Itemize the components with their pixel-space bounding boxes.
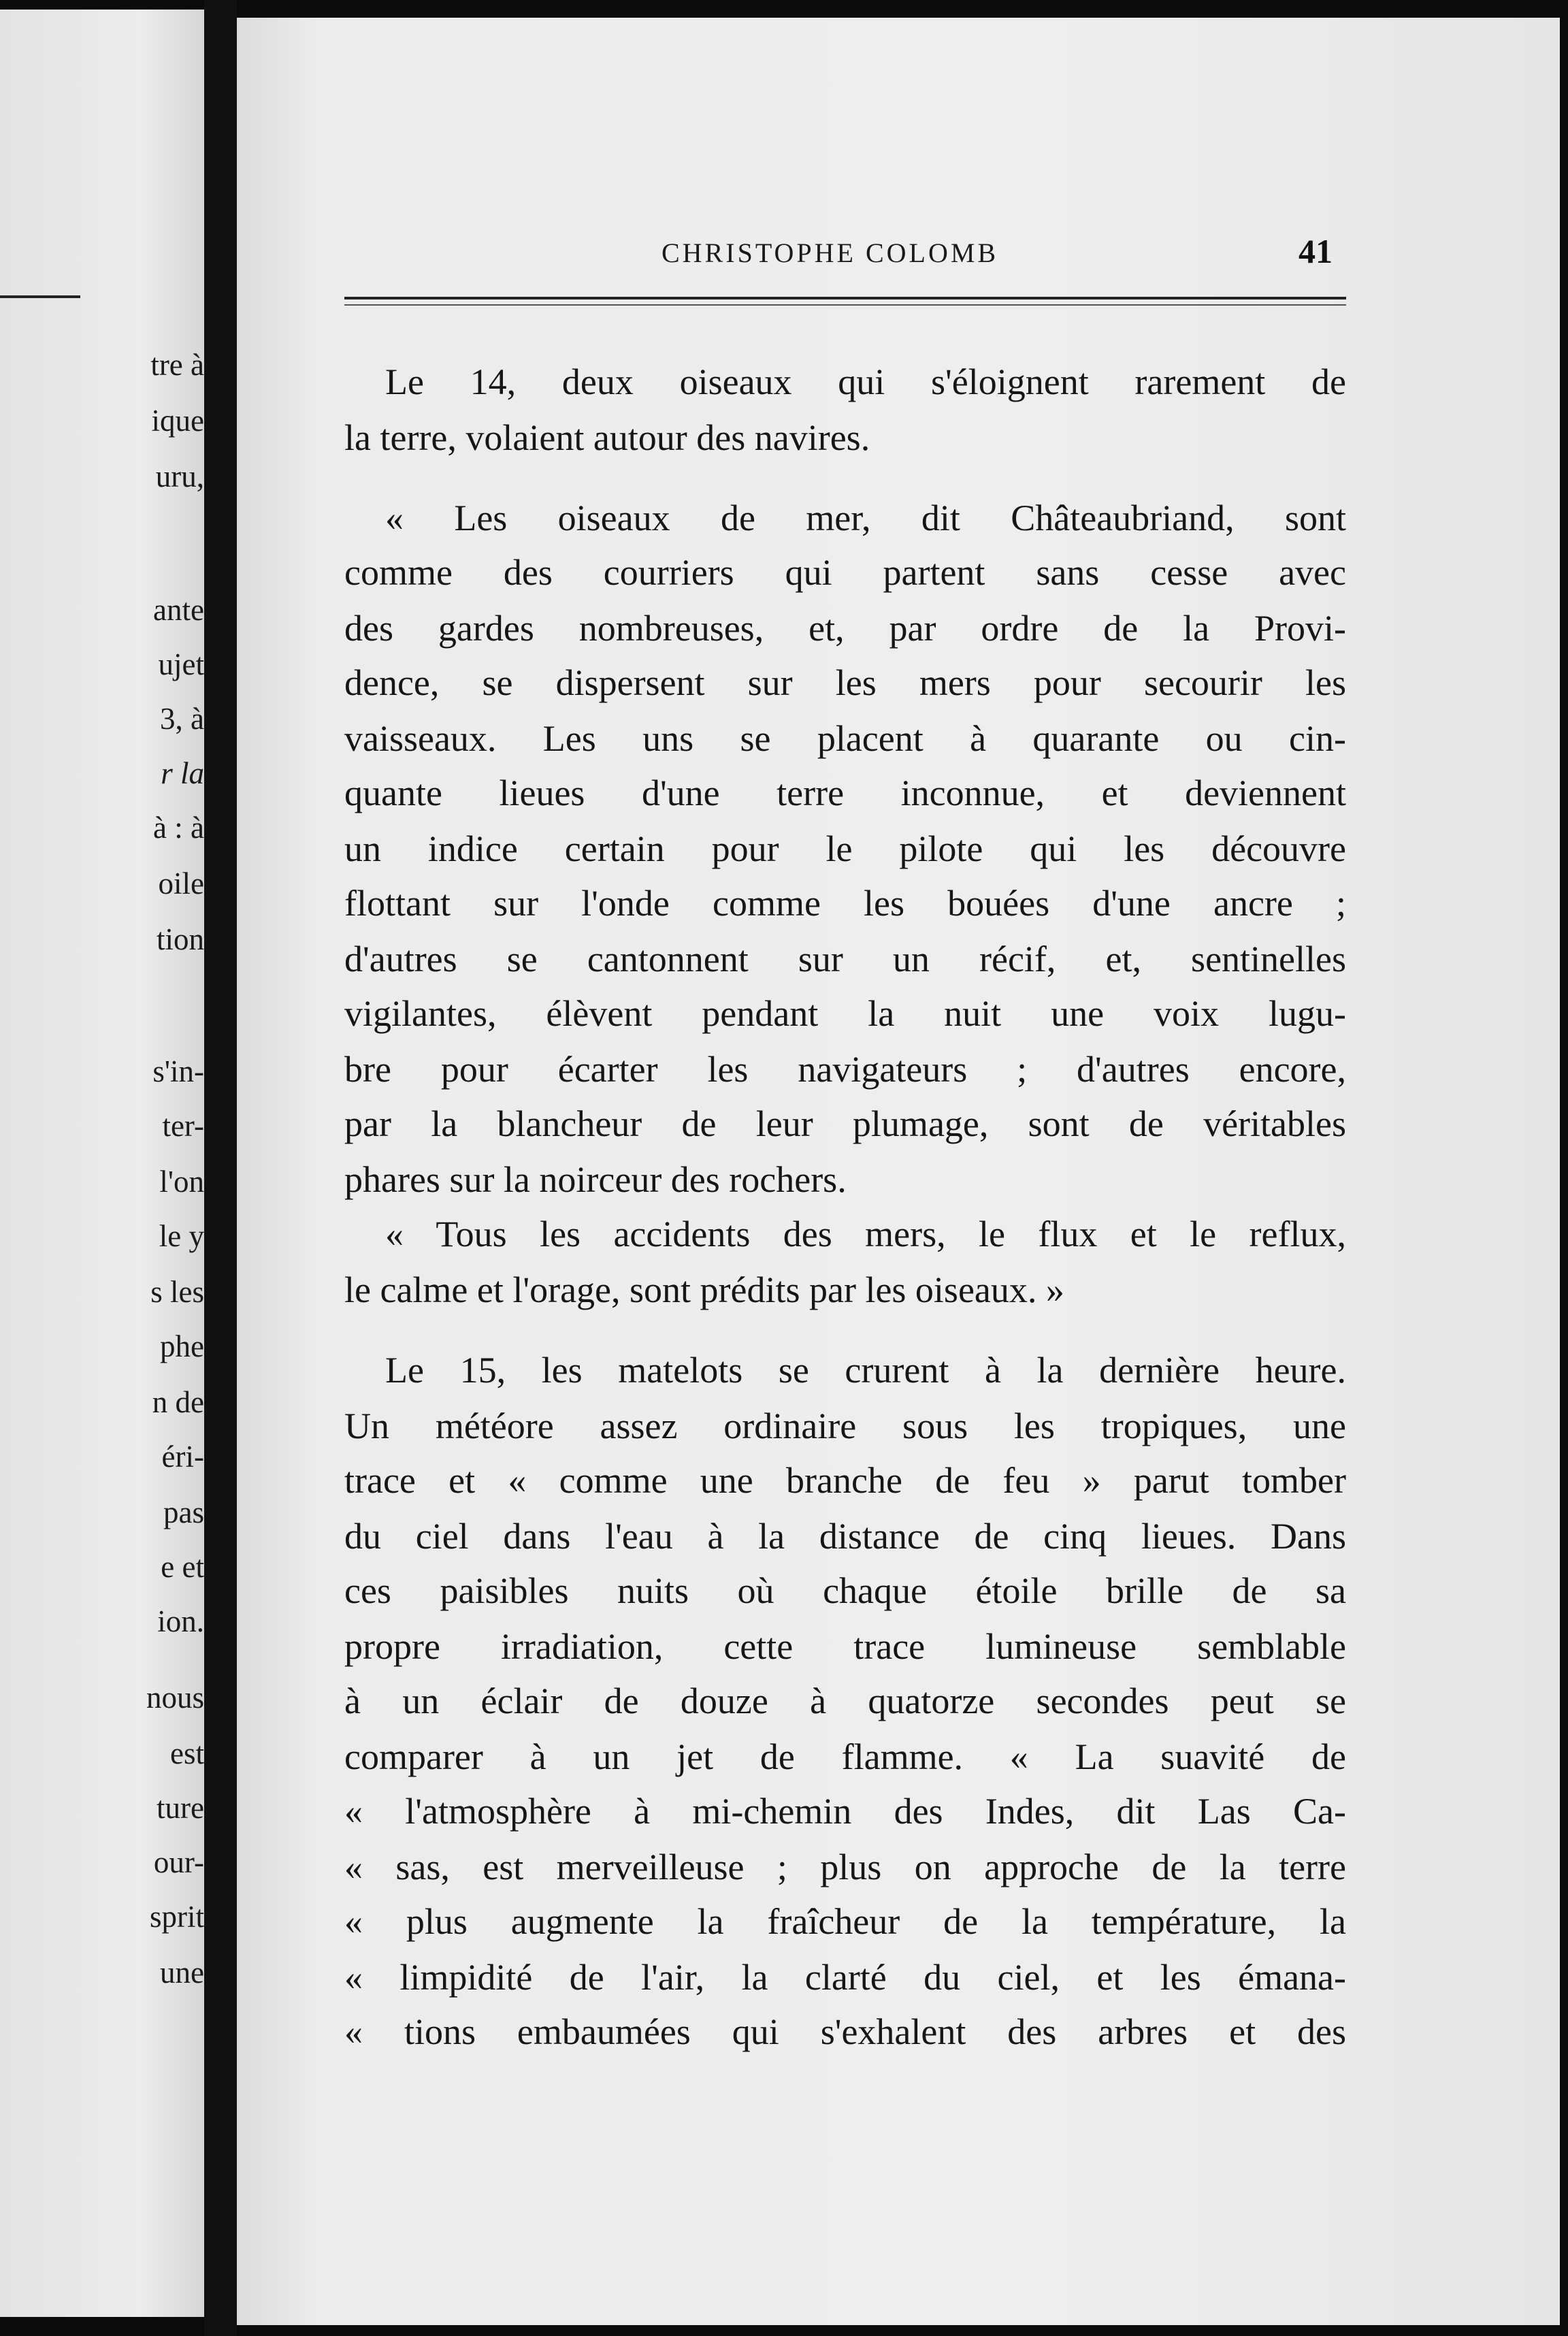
book-page xyxy=(237,18,1560,2325)
left-page-fragment: sprit xyxy=(149,1900,204,1934)
left-page-fragment: oile xyxy=(158,866,204,901)
text-line: phares sur la noirceur des rochers. xyxy=(344,1159,847,1200)
text-line: la terre, volaient autour des navires. xyxy=(344,417,870,458)
left-page-fragment: ion. xyxy=(157,1604,204,1638)
left-page-fragment: nous xyxy=(146,1681,204,1715)
text-line: « sas, est merveilleuse ; plus on approche de la terre xyxy=(344,1847,1346,1887)
book-gutter xyxy=(204,0,237,2336)
left-page-fragment: 3, à xyxy=(160,702,204,736)
left-page-fragment: phe xyxy=(160,1329,204,1363)
left-page-fragment: uru, xyxy=(155,459,204,493)
text-line: d'autres se cantonnent sur un récif, et, sentinelles xyxy=(344,939,1346,979)
text-line: ces paisibles nuits où chaque étoile brille de sa xyxy=(344,1570,1346,1611)
left-page-fragment: est xyxy=(170,1736,204,1770)
text-line: par la blancheur de leur plumage, sont de véritables xyxy=(344,1103,1346,1144)
text-line: « Tous les accidents des mers, le flux et le reflux, xyxy=(385,1214,1346,1254)
left-page-fragment: ique xyxy=(151,404,204,438)
text-line: « limpidité de l'air, la clarté du ciel, et les émana- xyxy=(344,1957,1346,1998)
left-page-fragment: n de xyxy=(152,1385,204,1419)
text-line: des gardes nombreuses, et, par ordre de la Provi- xyxy=(344,608,1346,649)
left-page-fragment: éri- xyxy=(161,1440,204,1474)
page-number: 41 xyxy=(1298,232,1333,270)
text-line: quante lieues d'une terre inconnue, et deviennent xyxy=(344,773,1346,813)
left-page-fragment: tion xyxy=(156,922,204,956)
text-line: un indice certain pour le pilote qui les découvre xyxy=(344,828,1346,869)
left-page-fragment: ter- xyxy=(162,1109,204,1143)
text-line: trace et « comme une branche de feu » parut tomber xyxy=(344,1460,1346,1501)
left-page-fragment: s'in- xyxy=(152,1054,204,1088)
text-line: « tions embaumées qui s'exhalent des arbres et des xyxy=(344,2011,1346,2052)
running-head: CHRISTOPHE COLOMB xyxy=(662,238,999,268)
left-page-fragment: s les xyxy=(150,1275,204,1309)
text-line: Le 14, deux oiseaux qui s'éloignent rarement de xyxy=(385,361,1346,402)
text-line: vaisseaux. Les uns se placent à quarante ou cin- xyxy=(344,718,1346,759)
text-line: comme des courriers qui partent sans cesse avec xyxy=(344,552,1346,593)
text-line: « l'atmosphère à mi-chemin des Indes, dit Las Ca- xyxy=(344,1791,1346,1832)
left-page-fragment: ante xyxy=(153,593,204,627)
text-line: dence, se dispersent sur les mers pour secourir les xyxy=(344,662,1346,703)
left-page-fragment: une xyxy=(160,1956,204,1990)
text-line: du ciel dans l'eau à la distance de cinq lieues. Dans xyxy=(344,1516,1346,1557)
text-line: propre irradiation, cette trace lumineuse semblable xyxy=(344,1626,1346,1667)
text-line: « Les oiseaux de mer, dit Châteaubriand, sont xyxy=(385,498,1346,538)
left-page-fragment: à : à xyxy=(153,811,204,845)
text-line: comparer à un jet de flamme. « La suavité de xyxy=(344,1736,1346,1777)
text-line: vigilantes, élèvent pendant la nuit une voix lugu- xyxy=(344,993,1346,1034)
text-line: le calme et l'orage, sont prédits par les oiseaux. » xyxy=(344,1269,1064,1310)
left-page-fragment: tre à xyxy=(150,348,204,382)
text-line: flottant sur l'onde comme les bouées d'une ancre ; xyxy=(344,883,1346,924)
left-page-fragment: ujet xyxy=(158,647,204,681)
left-page-fragment: pas xyxy=(163,1495,204,1529)
left-page-fragment: our- xyxy=(153,1845,204,1879)
left-page xyxy=(0,10,204,2317)
text-line: Le 15, les matelots se crurent à la dernière heure. xyxy=(385,1350,1346,1391)
left-page-fragment: e et xyxy=(161,1550,204,1584)
header-rule xyxy=(344,297,1346,306)
left-page-fragment: r la xyxy=(161,756,204,790)
left-page-fragment: ture xyxy=(157,1791,204,1825)
left-page-fragment: l'on xyxy=(159,1165,204,1199)
left-page-fragment: le y xyxy=(159,1219,204,1253)
left-page-rule xyxy=(0,295,80,298)
text-line: bre pour écarter les navigateurs ; d'autres encore, xyxy=(344,1049,1346,1090)
text-line: « plus augmente la fraîcheur de la température, la xyxy=(344,1901,1346,1942)
text-line: Un météore assez ordinaire sous les tropiques, une xyxy=(344,1406,1346,1446)
text-line: à un éclair de douze à quatorze secondes peut se xyxy=(344,1681,1346,1721)
